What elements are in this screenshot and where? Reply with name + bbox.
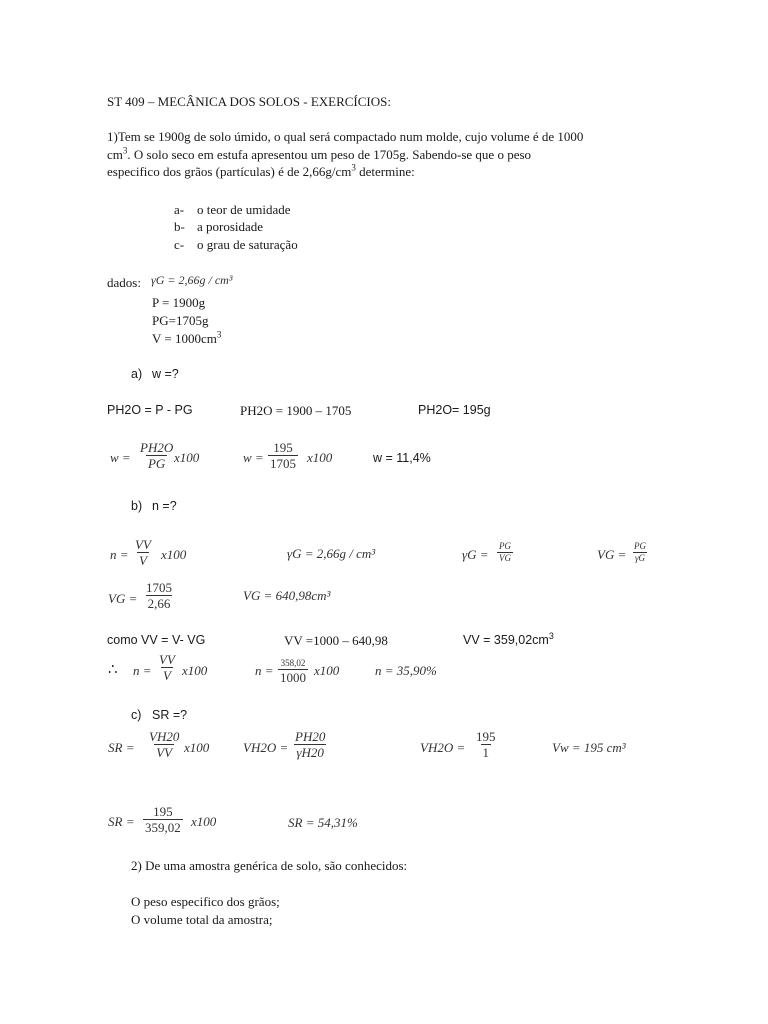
- como-line-3: [463, 632, 554, 649]
- w-result: w = 11,4%: [373, 451, 431, 465]
- w-formula-fraction: [138, 440, 175, 471]
- como-line-1: como VV = V- VG: [107, 633, 206, 647]
- q1-line-3-rest: determine:: [355, 164, 415, 179]
- vg-calc-den: 2,66: [147, 596, 171, 611]
- document-title: ST 409 – MECÂNICA DOS SOLOS - EXERCÍCIOS:: [107, 94, 391, 109]
- sr-calc-num: 195: [153, 804, 173, 819]
- part-b-label: b): [131, 499, 143, 513]
- n-formula-den: V: [138, 553, 147, 568]
- n2-num: VV: [159, 652, 175, 667]
- vv-result-text: VV = 359,02cm: [463, 633, 549, 647]
- w-calc-den: 1705: [270, 456, 296, 471]
- n-formula-lhs: n =: [110, 547, 129, 562]
- vg-formula-fraction: [632, 541, 648, 564]
- vg-calc-lhs: VG =: [108, 591, 138, 606]
- n2-tail: x100: [182, 663, 208, 678]
- q1-line-3-text: especifico dos grãos (partículas) é de 2,66g/cm: [107, 164, 352, 179]
- item-b-text: a porosidade: [197, 219, 264, 234]
- n3-lhs: n =: [255, 663, 274, 678]
- sr-calc-fraction: [143, 804, 183, 835]
- dados-gamma: γG = 2,66g / cm³: [151, 273, 233, 287]
- sr-calc-tail: x100: [191, 814, 217, 829]
- sr-formula-num: VH20: [149, 729, 180, 744]
- q1-line-3: [107, 163, 631, 181]
- q1-unit: cm: [107, 146, 123, 162]
- w-calc-num: 195: [273, 440, 293, 455]
- vh-calc-fraction: [474, 729, 498, 760]
- item-b-letter: b-: [174, 219, 185, 234]
- q1-line-2-rest: . O solo seco em estufa apresentou um peso de 1705g. Sabendo-se que o peso: [127, 146, 532, 162]
- w-formula-num: PH2O: [140, 440, 174, 455]
- n2-den: V: [162, 668, 171, 683]
- vg-formula-num: PG: [634, 541, 646, 551]
- dados-label: dados:: [107, 275, 141, 290]
- sr-result: SR = 54,31%: [288, 815, 358, 830]
- vw-result: Vw = 195 cm³: [552, 740, 626, 755]
- q2-statement: 2) De uma amostra genérica de solo, são conhecidos:: [131, 858, 408, 873]
- q2-line-2: O volume total da amostra;: [131, 912, 273, 927]
- vh-formula-lhs: VH2O =: [243, 740, 289, 755]
- part-a-label: a): [131, 367, 143, 381]
- q1-statement: [107, 128, 631, 181]
- w-formula-tail: x100: [174, 450, 200, 465]
- como-line-2: VV =1000 – 640,98: [284, 633, 388, 648]
- vh-calc-num: 195: [476, 729, 496, 744]
- vg-result: VG = 640,98cm³: [243, 588, 331, 603]
- item-a-letter: a-: [174, 202, 185, 217]
- item-c-text: o grau de saturação: [197, 237, 298, 252]
- gamma-formula-den: VG: [499, 553, 511, 563]
- sr-formula-fraction: [147, 729, 181, 760]
- therefore-symbol: ∴: [108, 662, 118, 678]
- q1-sup: 3: [122, 145, 128, 156]
- q2-line-1: O peso especifico dos grãos;: [131, 894, 280, 909]
- ph2o-formula-2: PH2O = 1900 – 1705: [240, 403, 352, 418]
- vg-calc-fraction: [144, 580, 174, 611]
- n-result: n = 35,90%: [375, 663, 437, 678]
- part-a-question: w =?: [152, 367, 179, 381]
- dados-v-text: V = 1000cm: [152, 331, 217, 346]
- vg-formula-lhs: VG =: [597, 547, 627, 562]
- part-b-question: n =?: [152, 499, 177, 513]
- n-formula-tail: x100: [161, 547, 187, 562]
- gamma-formula-num: PG: [499, 541, 511, 551]
- n2-lhs: n =: [133, 663, 152, 678]
- ph2o-result: PH2O= 195g: [418, 403, 491, 417]
- dados-v-sup: 3: [216, 329, 222, 340]
- q1-sup: 3: [351, 162, 356, 173]
- gamma-formula-lhs: γG =: [462, 547, 489, 562]
- n3-fraction: [278, 658, 308, 685]
- w-formula-lhs: w =: [110, 450, 131, 465]
- n-formula-num: VV: [135, 537, 151, 552]
- vh-formula-den: γH20: [296, 745, 324, 760]
- vg-formula-den: γG: [634, 553, 646, 563]
- q1-line-2: [107, 146, 631, 164]
- item-a-text: o teor de umidade: [197, 202, 291, 217]
- dados-p: P = 1900g: [152, 295, 206, 310]
- gamma-value: γG = 2,66g / cm³: [287, 546, 376, 561]
- vh-calc-den: 1: [482, 745, 489, 760]
- n3-tail: x100: [314, 663, 340, 678]
- n3-den: 1000: [280, 670, 306, 685]
- sr-calc-lhs: SR =: [108, 814, 135, 829]
- w-formula-den: PG: [147, 456, 166, 471]
- part-c-question: SR =?: [152, 708, 188, 722]
- sr-formula-lhs: SR =: [108, 740, 135, 755]
- item-c-letter: c-: [174, 237, 185, 252]
- vh-formula-num: PH20: [295, 729, 326, 744]
- dados-pg: PG=1705g: [152, 313, 209, 328]
- w-calc-lhs: w =: [243, 450, 264, 465]
- ph2o-formula-1: PH2O = P - PG: [107, 403, 193, 417]
- n-formula-fraction: [133, 537, 153, 568]
- sr-formula-tail: x100: [184, 740, 210, 755]
- vh-calc-lhs: VH2O =: [420, 740, 466, 755]
- w-calc-tail: x100: [307, 450, 333, 465]
- sr-calc-den: 359,02: [145, 820, 181, 835]
- part-c-label: c): [131, 708, 142, 722]
- gamma-formula-fraction: [497, 541, 513, 564]
- vh-formula-fraction: [293, 729, 327, 760]
- q1-line-1: 1)Tem se 1900g de solo úmido, o qual será compactado num molde, cujo volume é de 1000: [107, 129, 584, 144]
- vg-calc-num: 1705: [146, 580, 172, 595]
- sr-formula-den: VV: [156, 745, 173, 760]
- w-calc-fraction: [268, 440, 298, 471]
- dados-v: [152, 330, 221, 347]
- vv-result-sup: 3: [548, 630, 554, 641]
- n3-num: 358,02: [280, 658, 306, 668]
- n2-fraction: [157, 652, 177, 683]
